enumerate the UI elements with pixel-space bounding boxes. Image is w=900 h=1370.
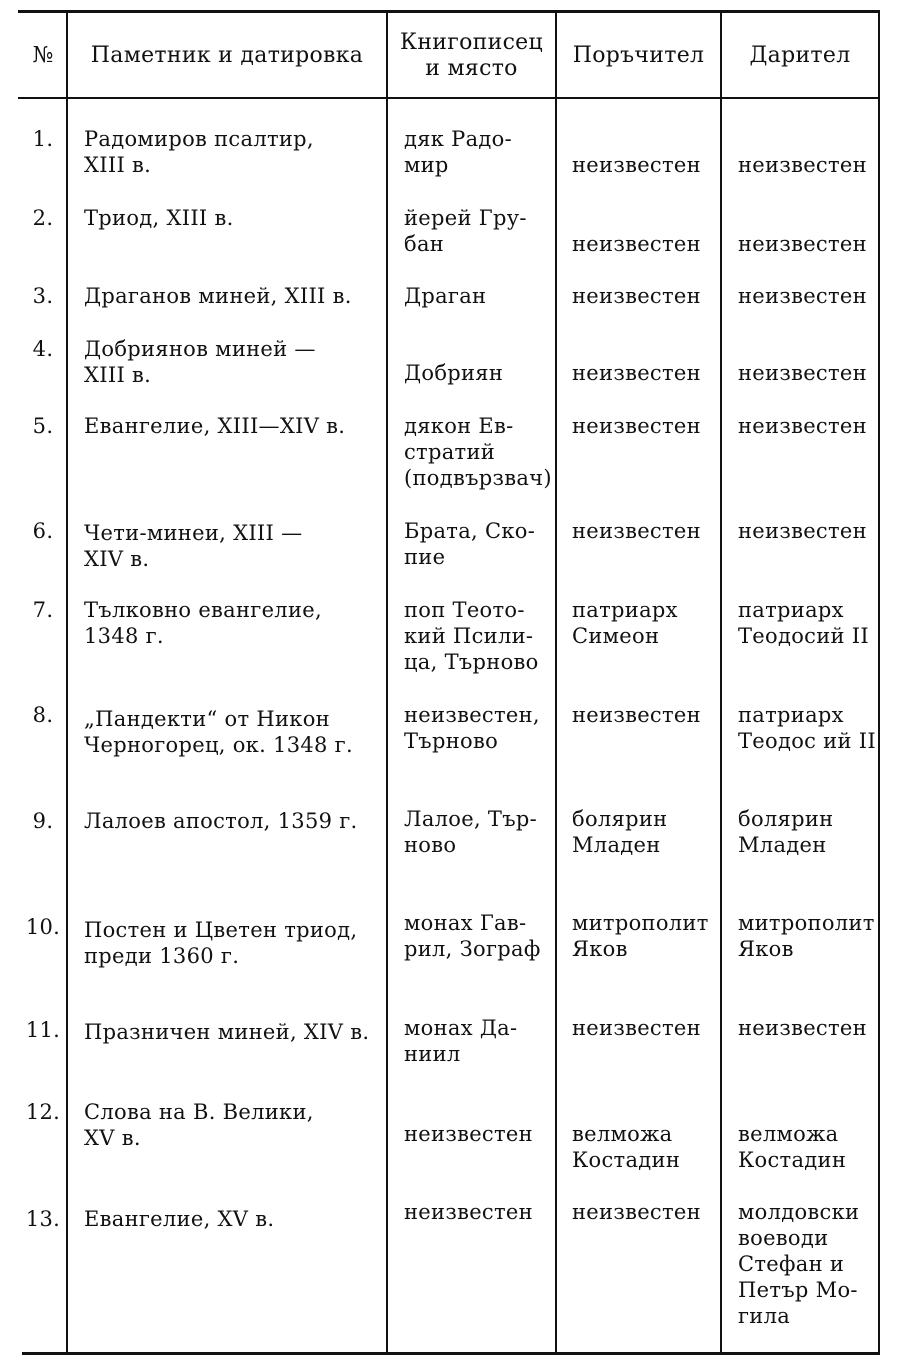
row-orderer: велможа Костадин	[572, 1122, 681, 1172]
row-donor: неизвестен	[738, 153, 867, 177]
row-orderer: неизвестен	[572, 232, 701, 256]
header-monument: Паметник и датировка	[90, 43, 364, 68]
header-separator-rule	[18, 97, 880, 99]
table-right-border	[878, 12, 880, 1352]
row-number: 5.	[32, 414, 54, 438]
column-divider	[555, 12, 557, 1352]
row-monument: Радомиров псалтир, XIII в.	[84, 127, 314, 177]
row-monument: Евангелие, XV в.	[84, 1207, 275, 1231]
row-scribe: неизвестен	[404, 1122, 533, 1146]
row-monument: Триод, XIII в.	[84, 206, 234, 230]
row-scribe: Драган	[404, 284, 487, 308]
header-scribe: Книгописец и място	[400, 30, 543, 81]
row-donor: неизвестен	[738, 361, 867, 385]
row-number: 9.	[32, 809, 54, 833]
table-bottom-rule	[22, 1352, 880, 1355]
header-number: №	[32, 43, 54, 68]
row-orderer: неизвестен	[572, 414, 701, 438]
row-scribe: поп Теото- кий Псили- ца, Търново	[404, 598, 539, 674]
row-number: 1.	[32, 127, 54, 151]
row-donor: неизвестен	[738, 284, 867, 308]
row-donor: неизвестен	[738, 519, 867, 543]
row-scribe: йерей Гру- бан	[404, 206, 527, 256]
header-orderer: Поръчител	[572, 43, 705, 68]
row-scribe: Лалое, Тър- ново	[404, 807, 538, 857]
row-scribe: дякон Ев- стратий (подвързвач)	[404, 414, 552, 490]
row-number: 3.	[32, 284, 54, 308]
row-number: 4.	[32, 337, 54, 361]
row-donor: велможа Костадин	[738, 1122, 847, 1172]
row-monument: Постен и Цветен триод, преди 1360 г.	[84, 918, 358, 968]
row-orderer: неизвестен	[572, 703, 701, 727]
row-donor: патриарх Теодосий II	[738, 598, 869, 648]
row-number: 12.	[25, 1100, 61, 1124]
row-orderer: неизвестен	[572, 1016, 701, 1040]
row-orderer: неизвестен	[572, 153, 701, 177]
column-divider	[66, 12, 68, 1352]
row-donor: неизвестен	[738, 1016, 867, 1040]
row-orderer: неизвестен	[572, 1200, 701, 1224]
row-number: 2.	[32, 206, 54, 230]
row-monument: Тълковно евангелие, 1348 г.	[84, 598, 322, 648]
row-monument: Слова на В. Велики, XV в.	[84, 1100, 314, 1150]
row-scribe: дяк Радо- мир	[404, 127, 512, 177]
column-divider	[386, 12, 388, 1352]
column-divider	[720, 12, 722, 1352]
row-scribe: монах Гав- рил, Зограф	[404, 911, 541, 961]
row-number: 13.	[25, 1207, 61, 1231]
row-orderer: митрополит Яков	[572, 911, 709, 961]
row-donor: неизвестен	[738, 232, 867, 256]
row-number: 7.	[32, 598, 54, 622]
row-orderer: неизвестен	[572, 361, 701, 385]
row-scribe: Брата, Ско- пие	[404, 519, 536, 569]
row-orderer: патриарх Симеон	[572, 598, 678, 648]
row-number: 8.	[32, 703, 54, 727]
table-top-rule	[18, 10, 880, 13]
row-number: 6.	[32, 519, 54, 543]
row-monument: Чети-минеи, XIII — XIV в.	[84, 521, 303, 571]
row-donor: митрополит Яков	[738, 911, 875, 961]
row-scribe: Добриян	[404, 361, 504, 385]
row-monument: Празничен миней, XIV в.	[84, 1020, 370, 1044]
row-orderer: неизвестен	[572, 519, 701, 543]
header-donor: Дарител	[749, 43, 851, 68]
row-monument: Лалоев апостол, 1359 г.	[84, 809, 358, 833]
row-donor: неизвестен	[738, 414, 867, 438]
row-monument: Добриянов миней — XIII в.	[84, 337, 316, 387]
row-scribe: неизвестен, Търново	[404, 703, 540, 753]
row-monument: Драганов миней, XIII в.	[84, 284, 352, 308]
row-orderer: неизвестен	[572, 284, 701, 308]
row-number: 10.	[25, 915, 61, 939]
row-donor: болярин Младен	[738, 807, 834, 857]
row-donor: молдовски воеводи Стефан и Петър Мо- гила	[738, 1200, 860, 1328]
row-scribe: неизвестен	[404, 1200, 533, 1224]
row-donor: патриарх Теодос ий II	[738, 703, 876, 753]
row-scribe: монах Да- ниил	[404, 1016, 518, 1066]
row-orderer: болярин Младен	[572, 807, 668, 857]
row-monument: „Пандекти“ от Никон Черногорец, ок. 1348 г.	[84, 707, 353, 757]
row-number: 11.	[25, 1018, 61, 1042]
row-monument: Евангелие, XIII—XIV в.	[84, 414, 346, 438]
